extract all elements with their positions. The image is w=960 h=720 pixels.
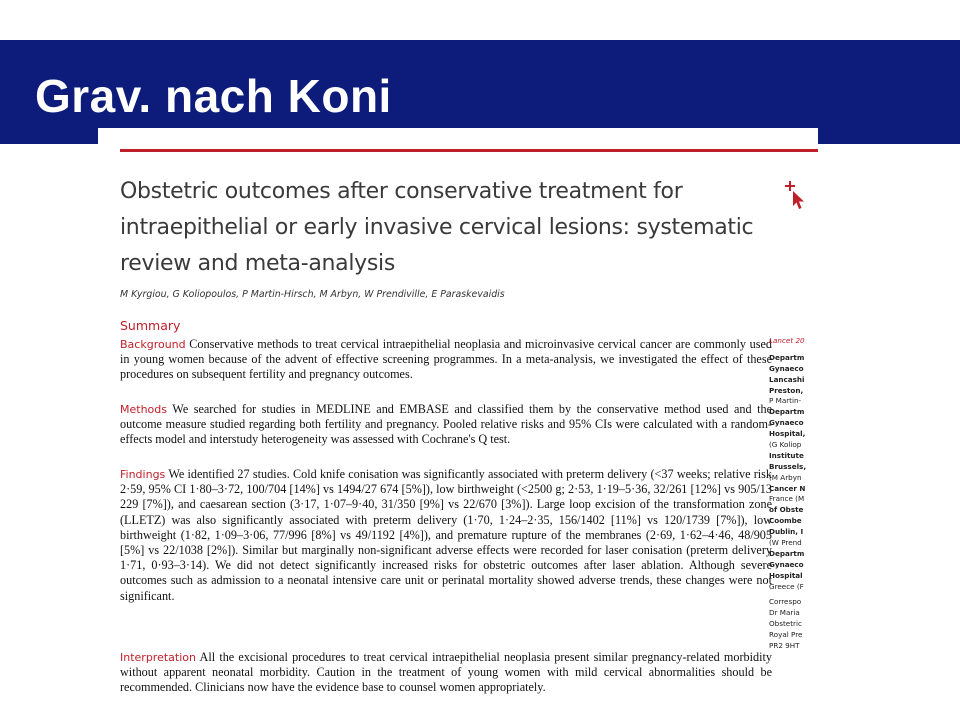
- article-title: [120, 174, 760, 282]
- affiliation-line: Greece (F: [769, 581, 804, 591]
- slide-title: Grav. nach Koni: [35, 70, 392, 122]
- affiliation-line: Royal Pre: [769, 630, 803, 640]
- affiliation-line: Lancashi: [769, 374, 805, 384]
- journal-citation: Lancet 20: [769, 336, 805, 345]
- affiliation-line: Preston,: [769, 385, 804, 395]
- methods-text: We searched for studies in MEDLINE and EMBASE and classified them by the conservative method used and the outcome measure studied regarding both fertility and pregnancy. Pooled relative risks and 95% CIs were calculated with a random-effects model and interstudy heterogeneity was assessed with Cochrane's Q test.: [120, 402, 772, 447]
- affiliation-line: Departm: [769, 407, 805, 417]
- affiliation-line: Institute: [769, 450, 804, 460]
- background-text: Conservative methods to treat cervical intraepithelial neoplasia and microinvasive cervical cancer are commonly used in young women because of the advent of effective screening programmes. In a meta-analysis, we investigated the effect of these procedures on subsequent fertility and pregnancy outcomes.: [120, 337, 773, 382]
- article-title-line: review and meta-analysis: [120, 251, 396, 276]
- affiliation-line: Dublin, I: [769, 527, 804, 537]
- crosshair-arrow-icon: [784, 180, 806, 212]
- article-title-line: Obstetric outcomes after conservative treatment for: [120, 179, 683, 204]
- affiliation-line: Coombe: [769, 516, 802, 526]
- methods-label: Methods: [120, 403, 167, 416]
- affiliation-line: (G Koliop: [769, 440, 802, 450]
- affiliation-line: Dr Maria: [769, 608, 800, 618]
- affiliation-line: Hospital: [769, 570, 803, 580]
- summary-heading: Summary: [120, 318, 181, 333]
- affiliation-margin: [769, 336, 818, 652]
- journal-rule: [120, 149, 818, 152]
- background-paragraph: [120, 337, 772, 383]
- affiliation-line: Departm: [769, 352, 805, 362]
- affiliation-line: Gynaeco: [769, 559, 804, 569]
- affiliation-line: Brussels,: [769, 461, 807, 471]
- affiliation-line: Correspo: [769, 597, 802, 607]
- affiliation-line: Obstetric: [769, 619, 802, 629]
- author-list: M Kyrgiou, G Koliopoulos, P Martin-Hirsch, M Arbyn, W Prendiville, E Paraskevaidis: [120, 289, 505, 300]
- article-excerpt: [98, 128, 818, 720]
- findings-label: Findings: [120, 468, 166, 481]
- methods-paragraph: [120, 402, 772, 448]
- affiliation-line: Departm: [769, 548, 805, 558]
- interpretation-paragraph: [120, 650, 772, 696]
- findings-paragraph: [120, 467, 772, 604]
- affiliation-line: (M Arbyn: [769, 472, 802, 482]
- affiliation-line: Cancer N: [769, 483, 806, 493]
- affiliation-line: P Martin-: [769, 396, 802, 406]
- affiliation-line: France (M: [769, 494, 805, 504]
- interpretation-label: Interpretation: [120, 651, 196, 664]
- affiliation-line: Gynaeco: [769, 418, 804, 428]
- interpretation-text: All the excisional procedures to treat cervical intraepithelial neoplasia present similar pregnancy-related morbidity without apparent neonatal morbidity. Caution in the treatment of young women with mild cervical abnormalities should be recommended. Clinicians now have the evidence base to counsel women appropriately.: [120, 650, 772, 695]
- findings-text: We identified 27 studies. Cold knife conisation was significantly associated with preterm delivery (<37 weeks; relative risk 2·59, 95% CI 1·80–3·72, 100/704 [14%] vs 1494/27 674 [5%]), low birthweight (<2500 g; 2·53, 1·19–5·36, 32/261 [12%] vs 905/13 229 [7%]), and caesarean section (3·17, 1·07–9·40, 31/350 [9%] vs 22/670 [3%]). Large loop excision of the transformation zone (LLETZ) was also significantly associated with preterm delivery (1·70, 1·24–2·35, 156/1402 [11%] vs 120/1739 [7%]), low birthweight (1·82, 1·09–3·06, 77/996 [8%] vs 49/1192 [4%]), and premature rupture of the membranes (2·69, 1·62–4·46, 48/905 [5%] vs 22/1038 [2%]). Similar but marginally non-significant adverse effects were recorded for laser conisation (preterm delivery 1·71, 0·93–3·14). We did not detect significantly increased risks for obstetric outcomes after laser ablation. Although severe outcomes such as admission to a neonatal intensive care unit or perinatal mortality showed adverse trends, these changes were not significant.: [120, 467, 772, 603]
- affiliation-line: Hospital,: [769, 429, 806, 439]
- affiliation-line: Gynaeco: [769, 363, 804, 373]
- affiliation-line: of Obste: [769, 505, 804, 515]
- affiliation-line: PR2 9HT: [769, 641, 800, 651]
- background-label: Background: [120, 338, 186, 351]
- article-title-line: intraepithelial or early invasive cervical lesions: systematic: [120, 215, 754, 240]
- affiliation-line: (W Prend: [769, 538, 802, 548]
